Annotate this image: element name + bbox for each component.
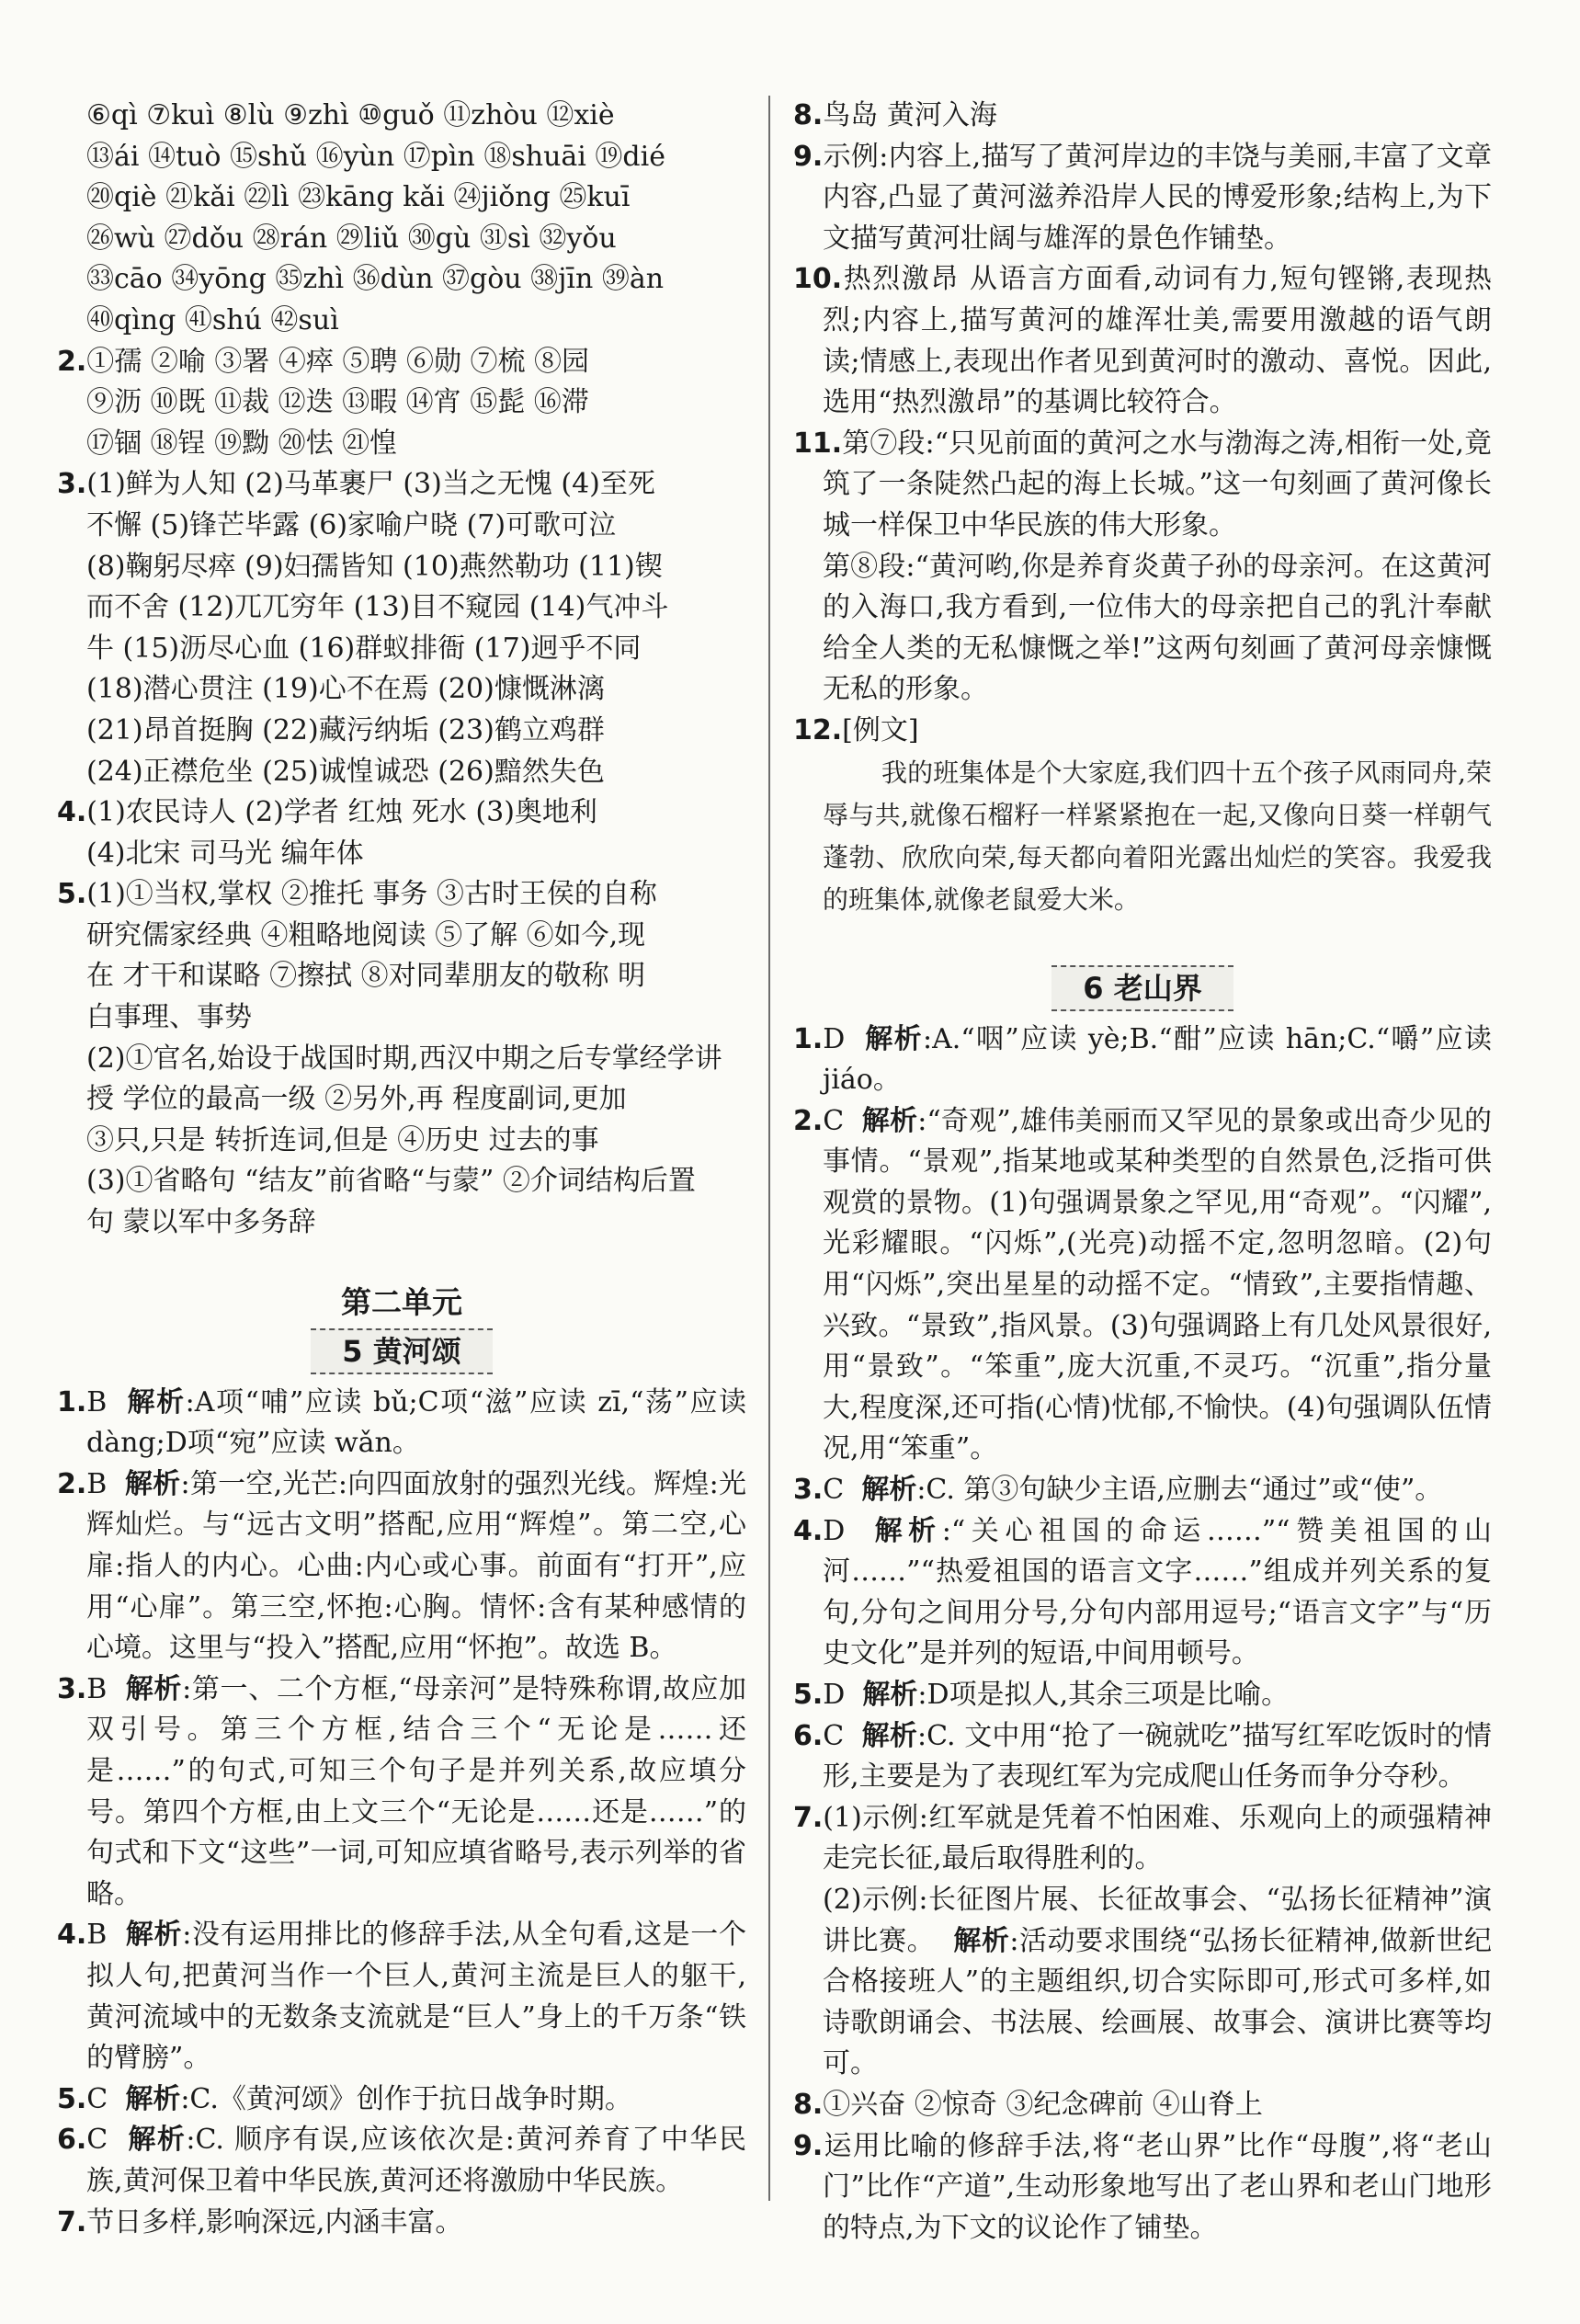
answer-item	[793, 1511, 1492, 1675]
answer-item	[57, 2120, 746, 2202]
analysis-label: 解析	[125, 2082, 181, 2115]
answer-item	[793, 1101, 1492, 1470]
analysis-text: :“奇观”,雄伟美丽而又罕见的景象或出奇少见的事情。“景观”,指某地或某种类型的自然景色,泛指可供观赏的景物。(1)句强调景象之罕见,用“奇观”。“闪耀”,光彩耀眼。“闪烁”,(光亮)动摇不定,忽明忽暗。(2)句用“闪烁”,突出星星的动摇不定。“情致”,主要指情趣、兴致。“景致”,指风景。(3)句强调路上有几处风景很好,用“景致”。“笨重”,庞大沉重,不灵巧。“沉重”,指分量大,程度深,还可指(心情)忧郁,不愉快。(4)句强调队伍情况,用“笨重”。	[823, 1104, 1493, 1465]
answer-line: 牛 (15)沥尽心血 (16)群蚁排衙 (17)迥乎不同	[86, 632, 642, 665]
question-5	[57, 874, 746, 916]
answer-text: 运用比喻的修辞手法,将“老山界”比作“母腹”,将“老山门”比作“产道”,生动形象地写出了老山界和老山门地形的特点,为下文的议论作了铺垫。	[823, 2129, 1492, 2244]
question-number: 10.	[793, 263, 843, 296]
answer-item	[793, 96, 1492, 137]
answer-line: (3)①省略句 “结友”前省略“与蒙” ②介词结构后置	[86, 1165, 696, 1198]
question-number: 3.	[57, 468, 87, 501]
answer-item	[57, 1669, 746, 1916]
question-4	[57, 792, 746, 834]
lesson-title-text: 6 老山界	[1051, 965, 1233, 1011]
answer-line: ①孺 ②喻 ③署 ④瘁 ⑤聘 ⑥勋 ⑦梳 ⑧园	[86, 345, 590, 378]
pinyin-line: ㉖wù ㉗dǒu ㉘rán ㉙liǔ ㉚gù ㉛sì ㉜yǒu	[86, 222, 617, 255]
answer-line: (4)北宋 司马光 编年体	[86, 837, 364, 870]
analysis-text: :D项是拟人,其余三项是比喻。	[917, 1679, 1290, 1711]
analysis-text: :第一空,光芒:向四面放射的强烈光线。辉煌:光辉灿烂。与“远古文明”搭配,应用“辉煌”。第二空,心扉:指人的内心。心曲:内心或心事。前面有“打开”,应用“心扉”。第三空,怀抱:心胸。情怀:含有某种感情的心境。这里与“投入”搭配,应用“怀抱”。故选 B。	[86, 1467, 747, 1665]
answer-text: 示例:内容上,描写了黄河岸边的丰饶与美丽,丰富了文章内容,凸显了黄河滋养沿岸人民的博爱形象;结构上,为下文描写黄河壮阔与雄浑的景色作铺垫。	[823, 140, 1492, 255]
analysis-label: 解析	[953, 1924, 1010, 1957]
question-number: 7.	[793, 1801, 824, 1834]
answer-item	[57, 2203, 746, 2244]
question-number: 6.	[57, 2124, 87, 2157]
pinyin-line: ㊵qìng ㊶shú ㊷suì	[86, 303, 339, 336]
answer-text: (2)示例:长征图片展、长征故事会、“弘扬长征精神”演讲比赛。	[823, 1883, 1492, 1957]
answer-item	[793, 1470, 1492, 1511]
answer-text: 第⑦段:“只见前面的黄河之水与渤海之涛,相衔一处,竟筑了一条陡然凸起的海上长城。”这一句刻画了黄河像长城一样保卫中华民族的伟大形象。	[823, 427, 1492, 541]
answer-item	[57, 2079, 746, 2121]
analysis-text: :“关心祖国的命运……”“赞美祖国的山河……”“热爱祖国的语言文字……”组成并列关系的复句,分句之间用分号,分句内部用逗号;“语言文字”与“历史文化”是并列的短语,中间用顿号。	[823, 1514, 1492, 1670]
answer-line: (1)农民诗人 (2)学者 红烛 死水 (3)奥地利	[86, 796, 597, 829]
answer-line: (8)鞠躬尽瘁 (9)妇孺皆知 (10)燕然勒功 (11)锲	[86, 550, 663, 583]
answer-item	[57, 1464, 746, 1669]
answer-item	[57, 1383, 746, 1464]
right-column	[793, 96, 1492, 2249]
example-label: [例文]	[842, 713, 919, 746]
pinyin-line: ㉝cāo ㉞yōng ㉟zhì ㊱dùn ㊲gòu ㊳jīn ㊴àn	[86, 263, 665, 296]
question-number: 8.	[793, 99, 824, 131]
answer-text: 节日多样,影响深远,内涵丰富。	[86, 2205, 463, 2239]
answer-item	[793, 2126, 1492, 2250]
answer-line: 句 蒙以军中多务辞	[86, 1206, 316, 1239]
answer-choice: C	[823, 1474, 845, 1507]
answer-item	[793, 1880, 1492, 2085]
answer-text: 第⑧段:“黄河哟,你是养育炎黄子孙的母亲河。在这黄河的入海口,我方看到,一位伟大的母亲把自己的乳汁奉献给全人类的无私慷慨之举!”这两句刻画了黄河母亲慷慨无私的形象。	[823, 550, 1492, 706]
question-number: 3.	[57, 1672, 87, 1705]
question-number: 7.	[57, 2205, 87, 2239]
answer-line: ⑰锢 ⑱锃 ⑲黝 ⑳怯 ㉑惶	[86, 427, 398, 460]
answer-choice: C	[86, 2124, 108, 2157]
answer-choice: D	[823, 1514, 846, 1547]
analysis-text: :C. 第③句缺少主语,应删去“通过”或“使”。	[916, 1474, 1443, 1507]
answer-item	[793, 1716, 1492, 1798]
analysis-text: :A项“哺”应读 bǔ;C项“滋”应读 zī,“荡”应读 dàng;D项“宛”应读 wǎn。	[86, 1385, 747, 1460]
question-number: 2.	[57, 345, 87, 378]
answer-line: 授 学位的最高一级 ②另外,再 程度副词,更加	[86, 1083, 627, 1116]
answer-line: 研究儒家经典 ④粗略地阅读 ⑤了解 ⑥如今,现	[86, 918, 646, 951]
answer-choice: C	[86, 2082, 108, 2115]
analysis-text: :没有运用排比的修辞手法,从全句看,这是一个拟人句,把黄河当作一个巨人,黄河主流是巨人的躯干,黄河流域中的无数条支流就是“巨人”身上的千万条“铁的臂膀”。	[86, 1919, 747, 2075]
analysis-label: 解析	[127, 1385, 186, 1418]
analysis-text: :活动要求围绕“弘扬长征精神,做新世纪合格接班人”的主题组织,切合实际即可,形式可多样,如诗歌朗诵会、书法展、绘画展、故事会、演讲比赛等均可。	[823, 1924, 1493, 2080]
answer-choice: B	[86, 1672, 108, 1705]
unit-title: 第二单元	[341, 1283, 462, 1320]
answer-line: (18)潜心贯注 (19)心不在焉 (20)慷慨淋漓	[86, 673, 605, 706]
question-number: 8.	[793, 2088, 824, 2121]
question-number: 4.	[57, 1919, 87, 1952]
analysis-label: 解析	[125, 1919, 183, 1952]
question-number: 12.	[793, 713, 843, 746]
answer-line: (1)①当权,掌权 ②推托 事务 ③古时王侯的自称	[86, 878, 657, 911]
lesson-title	[793, 965, 1492, 1014]
answer-line: 白事理、事势	[86, 1001, 252, 1034]
answer-line: (21)昂首挺胸 (22)藏污纳垢 (23)鹤立鸡群	[86, 713, 605, 746]
analysis-label: 解析	[128, 2124, 187, 2157]
question-2	[57, 342, 746, 383]
pinyin-line: ⑳qiè ㉑kǎi ㉒lì ㉓kāng kǎi ㉔jiǒng ㉕kuī	[86, 181, 631, 214]
answer-text: ①兴奋 ②惊奇 ③纪念碑前 ④山脊上	[823, 2088, 1263, 2121]
question-number: 2.	[793, 1104, 824, 1137]
question-number: 5.	[793, 1679, 824, 1711]
question-3	[57, 464, 746, 506]
answer-item	[793, 2085, 1492, 2126]
analysis-label: 解析	[874, 1514, 942, 1547]
pinyin-line: ⑬ái ⑭tuò ⑮shǔ ⑯yùn ⑰pìn ⑱shuāi ⑲dié	[86, 140, 665, 173]
column-divider	[768, 96, 770, 2201]
left-column	[57, 96, 746, 2243]
question-number: 1.	[793, 1022, 824, 1055]
lesson-title-text: 5 黄河颂	[311, 1328, 492, 1374]
answer-line: 不懈 (5)锋芒毕露 (6)家喻户晓 (7)可歌可泣	[86, 508, 617, 541]
analysis-text: :C.《黄河颂》创作于抗日战争时期。	[180, 2082, 632, 2115]
question-number: 9.	[793, 2129, 824, 2162]
answer-line: 在 才干和谋略 ⑦擦拭 ⑧对同辈朋友的敬称 明	[86, 960, 646, 993]
analysis-label: 解析	[861, 1474, 917, 1507]
answer-line: (2)①官名,始设于战国时期,西汉中期之后专掌经学讲	[86, 1042, 722, 1075]
question-number: 4.	[57, 796, 87, 829]
answer-item	[57, 1915, 746, 2079]
pinyin-line: ⑥qì ⑦kuì ⑧lù ⑨zhì ⑩guǒ ⑪zhòu ⑫xiè	[86, 99, 615, 131]
answer-choice: B	[86, 1467, 108, 1500]
answer-item	[793, 137, 1492, 260]
question-number: 6.	[793, 1719, 824, 1752]
analysis-label: 解析	[862, 1679, 918, 1711]
analysis-label: 解析	[861, 1719, 917, 1752]
analysis-label: 解析	[124, 1467, 181, 1500]
answer-choice: D	[823, 1022, 846, 1055]
analysis-text: :C. 文中用“抢了一碗就吃”描写红军吃饭时的情形,主要是为了表现红军为完成爬山任务而争分夺秒。	[823, 1719, 1492, 1794]
question-number: 5.	[57, 878, 87, 911]
analysis-text: :C. 顺序有误,应该依次是:黄河养育了中华民族,黄河保卫着中华民族,黄河还将激励中华民族。	[86, 2124, 747, 2197]
answer-line: 而不舍 (12)兀兀穷年 (13)目不窥园 (14)气冲斗	[86, 591, 669, 624]
question-number: 1.	[57, 1385, 87, 1418]
answer-text: 热烈激昂 从语言方面看,动词有力,短句铿锵,表现热烈;内容上,描写黄河的雄浑壮美,需要用激越的语气朗读;情感上,表现出作者见到黄河时的激动、喜悦。因此,选用“热烈激昂”的基调比较符合。	[823, 263, 1492, 419]
answer-line: ③只,只是 转折连词,但是 ④历史 过去的事	[86, 1123, 599, 1156]
analysis-label: 解析	[861, 1104, 918, 1137]
answer-text: (1)示例:红军就是凭着不怕困难、乐观向上的顽强精神走完长征,最后取得胜利的。	[823, 1801, 1492, 1875]
analysis-label: 解析	[125, 1672, 183, 1705]
question-number: 11.	[793, 427, 843, 460]
answer-choice: C	[823, 1719, 845, 1752]
answer-line: ⑨沥 ⑩既 ⑪裁 ⑫迭 ⑬暇 ⑭宵 ⑮髭 ⑯滞	[86, 386, 589, 419]
question-number: 2.	[57, 1467, 87, 1500]
question-number: 5.	[57, 2082, 87, 2115]
answer-item	[793, 259, 1492, 423]
answer-choice: B	[86, 1385, 108, 1418]
answer-choice: C	[823, 1104, 845, 1137]
question-number: 3.	[793, 1474, 824, 1507]
answer-line: (24)正襟危坐 (25)诚惶诚恐 (26)黯然失色	[86, 755, 605, 788]
analysis-text: :A.“咽”应读 yè;B.“酣”应读 hān;C.“嚼”应读 jiáo。	[823, 1022, 1493, 1097]
answer-item	[793, 1675, 1492, 1716]
answer-choice: B	[86, 1919, 108, 1952]
answer-line: (1)鲜为人知 (2)马革裹尸 (3)当之无愧 (4)至死	[86, 468, 655, 501]
question-number: 4.	[793, 1514, 824, 1547]
question-number: 9.	[793, 140, 824, 173]
answer-text: 鸟岛 黄河入海	[823, 99, 997, 131]
analysis-label: 解析	[865, 1022, 923, 1055]
answer-item	[793, 1020, 1492, 1101]
answer-item	[793, 424, 1492, 547]
answer-choice: D	[823, 1679, 846, 1711]
lesson-title	[57, 1328, 746, 1377]
answer-item	[793, 711, 1492, 752]
analysis-text: :第一、二个方框,“母亲河”是特殊称谓,故应加双引号。第三个方框,结合三个“无论是……还是……”的句式,可知三个句子是并列关系,故应填分号。第四个方框,由上文三个“无论是……还是……”的句式和下文“这些”一词,可知应填省略号,表示列举的省略。	[86, 1672, 747, 1910]
example-essay: 我的班集体是个大家庭,我们四十五个孩子风雨同舟,荣辱与共,就像石榴籽一样紧紧抱在一起,又像向日葵一样朝气蓬勃、欣欣向荣,每天都向着阳光露出灿烂的笑容。我爱我的班集体,就像老鼠爱大米。	[823, 757, 1492, 915]
answer-item	[793, 1798, 1492, 1880]
